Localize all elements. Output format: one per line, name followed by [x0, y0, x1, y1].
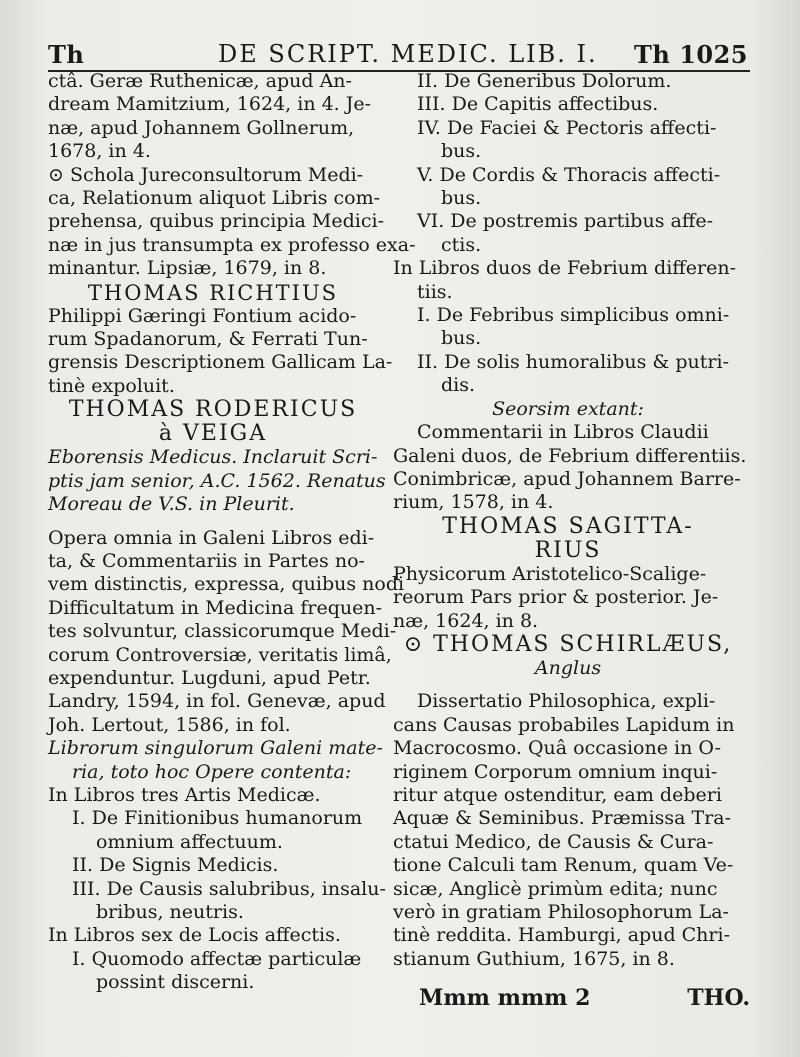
author-heading: THOMAS RODERICUS — [68, 397, 358, 423]
text-line: In Libros sex de Locis affectis. — [48, 924, 341, 947]
text-line: minantur. Lipsiæ, 1679, in 8. — [48, 257, 327, 280]
text-line: expenduntur. Lugduni, apud Petr. — [48, 666, 371, 689]
text-line: ritur atque ostenditur, eam deberi — [393, 783, 722, 806]
text-line: In Libros tres Artis Medicæ. — [48, 783, 321, 806]
text-line: V. De Cordis & Thoracis affecti- — [417, 163, 721, 186]
catchword: THO. — [687, 985, 750, 1011]
text-line: cans Causas probabiles Lapidum in — [393, 713, 735, 736]
text-line: ptis jam senior, A.C. 1562. Renatus — [48, 469, 386, 492]
header-title: DE SCRIPT. MEDIC. LIB. I. — [218, 40, 598, 68]
text-line: II. De Signis Medicis. — [72, 854, 279, 877]
text-line: bus. — [441, 327, 482, 350]
text-line: VI. De postremis partibus affe- — [417, 210, 713, 233]
author-heading: THOMAS SAGITTA- — [442, 513, 694, 539]
text-line: grensis Descriptionem Gallicam La- — [48, 351, 393, 374]
text-line: Philippi Gæringi Fontium acido- — [48, 304, 357, 327]
text-line: riginem Corporum omnium inqui- — [393, 760, 718, 783]
text-line: Librorum singulorum Galeni mate- — [48, 737, 383, 760]
text-line: Commentarii in Libros Claudii — [417, 421, 709, 444]
text-line: Joh. Lertout, 1586, in fol. — [48, 713, 291, 736]
text-line: 1678, in 4. — [48, 140, 151, 163]
text-line: vem distinctis, expressa, quibus nodi — [48, 573, 405, 596]
text-line: ctis. — [441, 233, 482, 256]
text-line: tione Calculi tam Renum, quam Ve- — [393, 854, 734, 877]
running-header — [48, 40, 748, 70]
text-line: tinè reddita. Hamburgi, apud Chri- — [393, 924, 730, 947]
text-line: III. De Capitis affectibus. — [417, 93, 659, 116]
text-line: I. De Febribus simplicibus omni- — [417, 304, 730, 327]
text-line: Dissertatio Philosophica, expli- — [417, 690, 716, 713]
text-line: Landry, 1594, in fol. Genevæ, apud — [48, 690, 386, 713]
text-line: prehensa, quibus principia Medici- — [48, 210, 384, 233]
text-line: III. De Causis salubribus, insalu- — [72, 877, 386, 900]
text-line: verò in gratiam Philosophorum La- — [393, 901, 729, 923]
header-right-guide-word-page-number: Th 1025 — [634, 40, 748, 69]
text-line: dream Mamitzium, 1624, in 4. Je- — [48, 93, 372, 116]
text-line: Galeni duos, de Febrium differentiis. — [393, 444, 747, 467]
text-line: corum Controversiæ, veritatis limâ, — [48, 643, 392, 666]
text-line: ⊙ Schola Jureconsultorum Medi- — [48, 163, 364, 186]
text-line: ria, toto hoc Opere contenta: — [72, 760, 352, 783]
signature-mark: Mmm mmm 2 — [419, 985, 591, 1011]
subheading: Anglus — [534, 656, 602, 679]
text-line: Moreau de V.S. in Pleurit. — [48, 493, 295, 516]
text-line: Difficultatum in Medicina frequen- — [48, 596, 383, 619]
author-heading: ⊙ THOMAS SCHIRLÆUS, — [403, 631, 733, 657]
text-line: bus. — [441, 187, 482, 210]
spacer — [393, 680, 743, 690]
text-line: reorum Pars prior & posterior. Je- — [393, 586, 719, 609]
text-line: tes solvuntur, classicorumque Medi- — [48, 620, 397, 643]
text-line: possint discerni. — [96, 971, 255, 994]
text-line: ctâ. Geræ Ruthenicæ, apud An- — [48, 70, 352, 92]
text-line: II. De solis humoralibus & putri- — [417, 350, 729, 373]
text-line: ctatui Medico, de Causis & Cura- — [393, 830, 714, 853]
text-line: I. Quomodo affectæ particulæ — [72, 947, 362, 970]
text-line: ca, Relationum aliquot Libris com- — [48, 187, 380, 210]
text-line: rum Spadanorum, & Ferrati Tun- — [48, 328, 368, 351]
text-line: stianum Guthium, 1675, in 8. — [393, 947, 675, 970]
right-column — [393, 70, 747, 971]
text-line: bus. — [441, 140, 482, 163]
subheading: Seorsim extant: — [492, 397, 644, 420]
text-line: bribus, neutris. — [96, 901, 244, 923]
text-line: Aquæ & Seminibus. Præmissa Tra- — [393, 807, 732, 830]
text-line: tiis. — [417, 280, 453, 303]
text-line: In Libros duos de Febrium differen- — [393, 257, 736, 280]
text-line: tinè expoluit. — [48, 374, 175, 397]
author-heading: THOMAS RICHTIUS — [87, 280, 339, 305]
author-heading: RIUS — [534, 537, 602, 563]
text-line: dis. — [441, 374, 476, 397]
text-line: Eborensis Medicus. Inclaruit Scri- — [48, 446, 378, 469]
text-line: II. De Generibus Dolorum. — [417, 70, 672, 92]
text-line: næ, 1624, in 8. — [393, 609, 539, 632]
spacer — [48, 517, 378, 527]
text-line: rium, 1578, in 4. — [393, 491, 554, 514]
text-line: Macrocosmo. Quâ occasione in O- — [393, 737, 722, 760]
text-line: næ in jus transumpta ex professo exa- — [48, 233, 416, 256]
text-line: omnium affectuum. — [96, 830, 283, 853]
text-line: IV. De Faciei & Pectoris affecti- — [417, 116, 717, 139]
text-line: I. De Finitionibus humanorum — [72, 807, 363, 830]
text-line: sicæ, Anglicè primùm edita; nunc — [393, 877, 718, 900]
page-footer — [395, 985, 750, 1013]
author-heading: à VEIGA — [158, 421, 268, 447]
text-line: ta, & Commentariis in Partes no- — [48, 549, 365, 572]
text-line: Opera omnia in Galeni Libros edi- — [48, 526, 375, 549]
text-line: næ, apud Johannem Gollnerum, — [48, 116, 355, 139]
left-column — [48, 70, 416, 995]
text-line: Conimbricæ, apud Johannem Barre- — [393, 467, 741, 490]
header-left-guide-word: Th — [48, 40, 85, 69]
text-line: Physicorum Aristotelico-Scalige- — [393, 562, 707, 585]
